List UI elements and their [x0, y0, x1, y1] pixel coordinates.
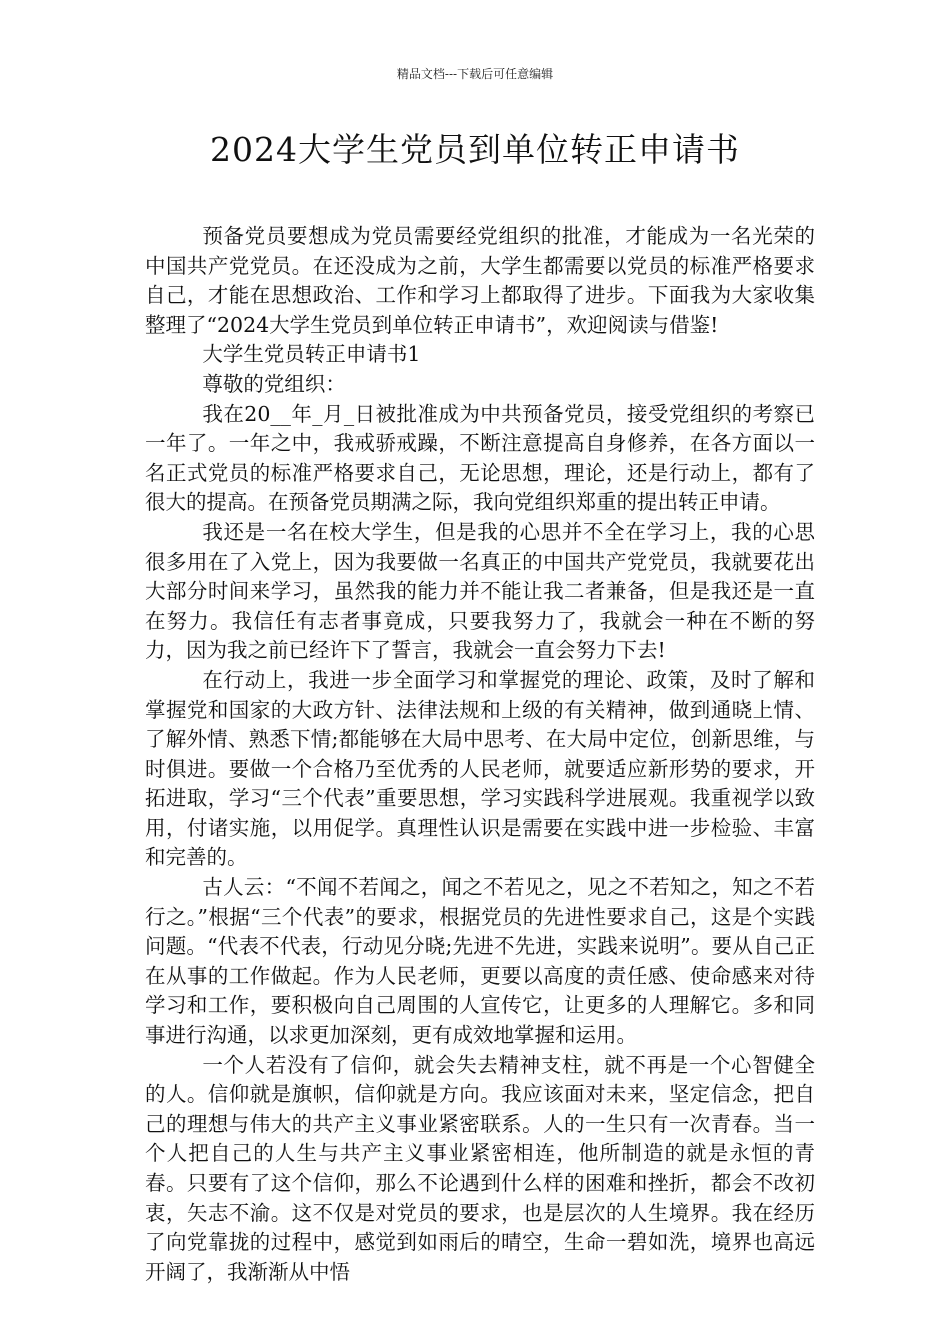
salutation: 尊敬的党组织：: [202, 371, 346, 396]
section-heading: 大学生党员转正申请书1: [202, 342, 421, 367]
body-paragraph: 在行动上，我进一步全面学习和掌握党的理论、政策，及时了解和掌握党和国家的大政方针、法律法规和上级的有关精神，做到通晓上情、了解外情、熟悉下情;都能够在大局中思考、在大局中定位，创新思维，与时俱进。要做一个合格乃至优秀的人民老师，就要适应新形势的要求，开拓进取，学习“三个代表”重要思想，学习实践科学进展观。我重视学以致用，付诸实施，以用促学。真理性认识是需要在实践中进一步检验、丰富和完善的。: [145, 667, 815, 870]
body-paragraph: 古人云：“不闻不若闻之，闻之不若见之，见之不若知之，知之不若行之。”根据“三个代表”的要求，根据党员的先进性要求自己，这是个实践问题。“代表不代表，行动见分晓;先进不先进，实践来说明”。要从自己正在从事的工作做起。作为人民老师，更要以高度的责任感、使命感来对待学习和工作，要积极向自己周围的人宣传它，让更多的人理解它。多和同事进行沟通，以求更加深刻，更有成效地掌握和运用。: [145, 875, 815, 1048]
intro-paragraph: 预备党员要想成为党员需要经党组织的批准，才能成为一名光荣的中国共产党党员。在还没成为之前，大学生都需要以党员的标准严格要求自己，才能在思想政治、工作和学习上都取得了进步。下面我为大家收集整理了“2024大学生党员到单位转正申请书”，欢迎阅读与借鉴!: [145, 224, 815, 337]
body-paragraph: 一个人若没有了信仰，就会失去精神支柱，就不再是一个心智健全的人。信仰就是旗帜，信仰就是方向。我应该面对未来，坚定信念，把自己的理想与伟大的共产主义事业紧密联系。人的一生只有一次青春。当一个人把自己的人生与共产主义事业紧密相连，他所制造的就是永恒的青春。只要有了这个信仰，那么不论遇到什么样的困难和挫折，都会不改初衷，矢志不渝。这不仅是对党员的要求，也是层次的人生境界。我在经历了向党靠拢的过程中，感觉到如雨后的晴空，生命一碧如洗，境界也高远开阔了，我渐渐从中悟: [145, 1052, 815, 1284]
body-paragraph: 我在20__年_月_日被批准成为中共预备党员，接受党组织的考察已一年了。一年之中，我戒骄戒躁，不断注意提高自身修养，在各方面以一名正式党员的标准严格要求自己，无论思想，理论，还是行动上，都有了很大的提高。在预备党员期满之际，我向党组织郑重的提出转正申请。: [145, 401, 815, 515]
document-body: [145, 222, 815, 1287]
page-header: 精品文档---下载后可任意编辑: [396, 67, 554, 81]
document-title: 2024大学生党员到单位转正申请书: [210, 130, 740, 169]
body-paragraph: 我还是一名在校大学生，但是我的心思并不全在学习上，我的心思很多用在了入党上，因为我要做一名真正的中国共产党党员，我就要花出大部分时间来学习，虽然我的能力并不能让我二者兼备，但是我还是一直在努力。我信任有志者事竟成，只要我努力了，我就会一种在不断的努力，因为我之前已经许下了誓言，我就会一直会努力下去!: [145, 519, 815, 663]
